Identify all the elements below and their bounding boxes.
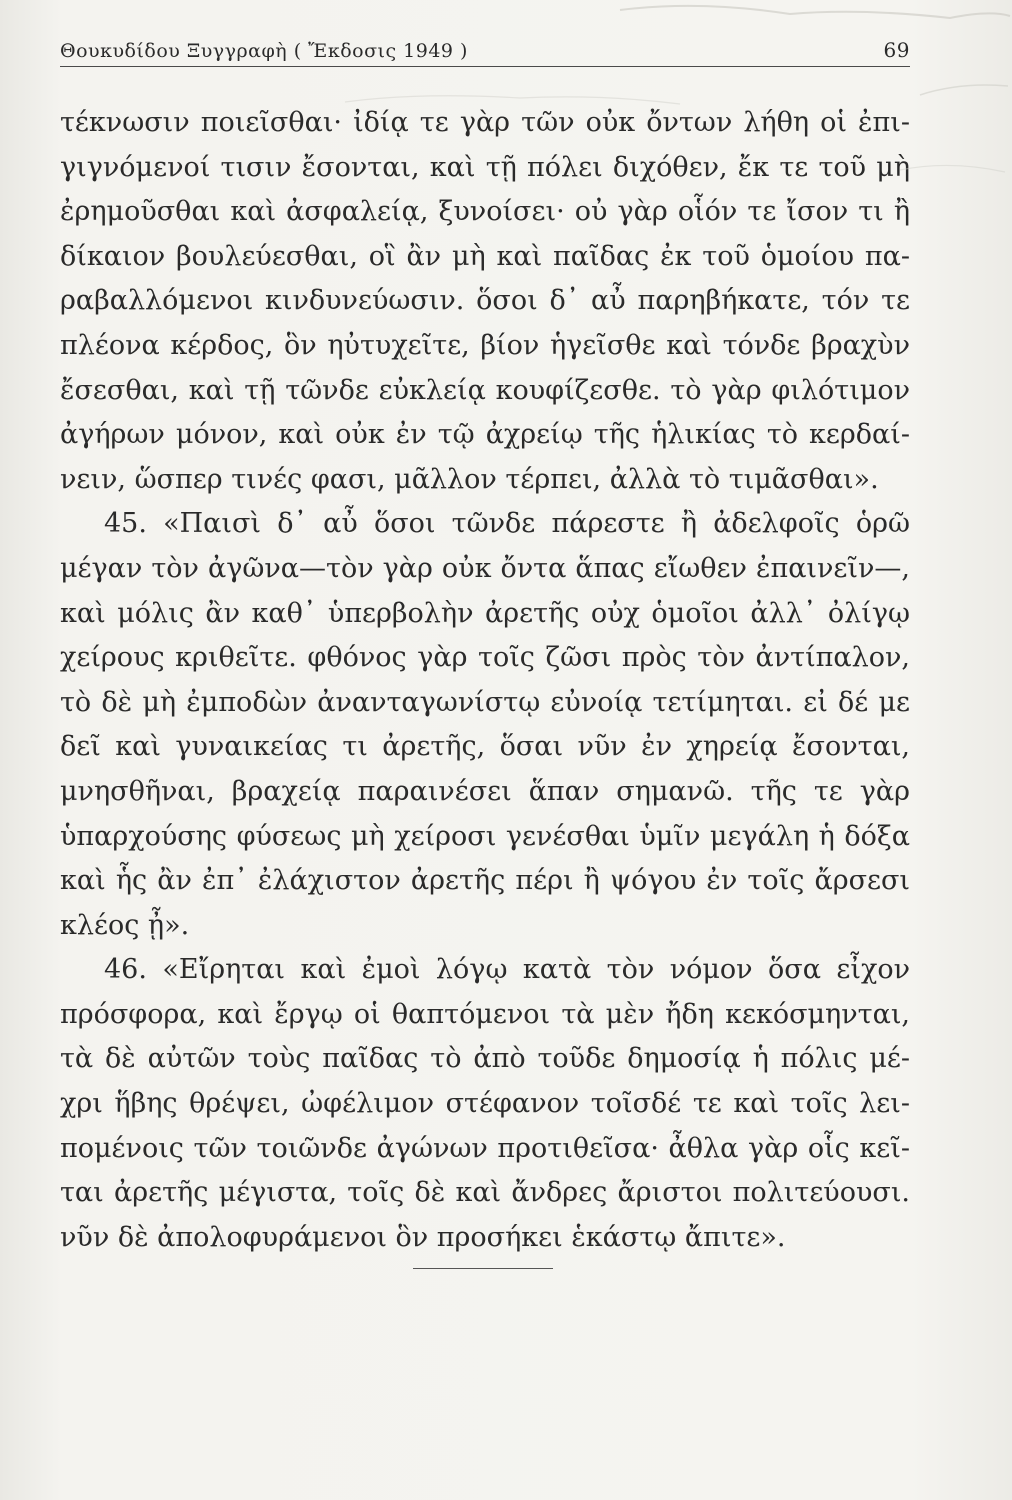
text-line: τὰ δὲ αὐτῶν τοὺς παῖδας τὸ ἀπὸ τοῦδε δημοσίᾳ ἡ πόλις μέ- [60, 1043, 910, 1075]
text-line: νειν, ὥσπερ τινές φασι, μᾶλλον τέρπει, ἀλλὰ τὸ τιμᾶσθαι». [60, 463, 879, 495]
text-line: τὸ δὲ μὴ ἐμποδὼν ἀνανταγωνίστῳ εὐνοίᾳ τετίμηται. εἰ δέ με [60, 686, 910, 718]
text-line: γιγνόμενοί τισιν ἔσονται, καὶ τῇ πόλει διχόθεν, ἔκ τε τοῦ μὴ [60, 151, 910, 183]
page-number: 69 [883, 38, 910, 62]
text-line: τέκνωσιν ποιεῖσθαι· ἰδίᾳ τε γὰρ τῶν οὐκ ὄντων λήθη οἱ ἐπι- [60, 107, 910, 138]
text-line: καὶ μόλις ἂν καθ᾽ ὑπερβολὴν ἀρετῆς οὐχ ὁμοῖοι ἀλλ᾽ ὀλίγῳ [60, 597, 910, 629]
body-text [60, 101, 910, 1260]
text-line: μέγαν τὸν ἀγῶνα—τὸν γὰρ οὐκ ὄντα ἅπας εἴωθεν ἐπαινεῖν—, [60, 552, 910, 584]
running-head-title: Θουκυδίδου Ξυγγραφὴ ( Ἔκδοσις 1949 ) [60, 40, 468, 62]
text-line: ἔσεσθαι, καὶ τῇ τῶνδε εὐκλείᾳ κουφίζεσθε. τὸ γὰρ φιλότιμον [60, 374, 910, 406]
text-line: 45. «Παισὶ δ᾽ αὖ ὅσοι τῶνδε πάρεστε ἢ ἀδελφοῖς ὁρῶ [104, 508, 910, 540]
text-line: δεῖ καὶ γυναικείας τι ἀρετῆς, ὅσαι νῦν ἐν χηρείᾳ ἔσονται, [60, 731, 910, 763]
text-line: πλέονα κέρδος, ὃν ηὐτυχεῖτε, βίον ἡγεῖσθε καὶ τόνδε βραχὺν [60, 329, 910, 361]
text-line: πομένοις τῶν τοιῶνδε ἀγώνων προτιθεῖσα· ἆθλα γὰρ οἷς κεῖ- [60, 1132, 910, 1164]
text-line: χρι ἥβης θρέψει, ὠφέλιμον στέφανον τοῖσδέ τε καὶ τοῖς λει- [60, 1088, 910, 1120]
text-line: ὑπαρχούσης φύσεως μὴ χείροσι γενέσθαι ὑμῖν μεγάλη ἡ δόξα [60, 820, 910, 852]
text-line: κλέος ᾖ». [60, 909, 190, 941]
text-line: ἐρημοῦσθαι καὶ ἀσφαλείᾳ, ξυνοίσει· οὐ γὰρ οἷόν τε ἴσον τι ἢ [60, 196, 910, 228]
text-line: μνησθῆναι, βραχείᾳ παραινέσει ἅπαν σημανῶ. τῆς τε γὰρ [60, 775, 910, 807]
text-line: χείρους κριθεῖτε. φθόνος γὰρ τοῖς ζῶσι πρὸς τὸν ἀντίπαλον, [60, 642, 910, 674]
text-line: δίκαιον βουλεύεσθαι, οἳ ἂν μὴ καὶ παῖδας ἐκ τοῦ ὁμοίου πα- [60, 240, 910, 272]
text-line: ται ἀρετῆς μέγιστα, τοῖς δὲ καὶ ἄνδρες ἄριστοι πολιτεύουσι. [60, 1177, 910, 1209]
text-line: ραβαλλόμενοι κινδυνεύωσιν. ὅσοι δ᾽ αὖ παρηβήκατε, τόν τε [60, 285, 910, 317]
text-line: πρόσφορα, καὶ ἔργῳ οἱ θαπτόμενοι τὰ μὲν ἤδη κεκόσμηνται, [60, 998, 910, 1030]
running-head [60, 36, 910, 67]
text-line: καὶ ἧς ἂν ἐπ᾽ ἐλάχιστον ἀρετῆς πέρι ἢ ψόγου ἐν τοῖς ἄρσεσι [60, 865, 910, 897]
end-rule [413, 1268, 553, 1269]
text-line: νῦν δὲ ἀπολοφυράμενοι ὃν προσήκει ἑκάστῳ ἄπιτε». [60, 1221, 786, 1253]
text-line: 46. «Εἴρηται καὶ ἐμοὶ λόγῳ κατὰ τὸν νόμον ὅσα εἶχον [104, 954, 910, 986]
text-line: ἀγήρων μόνον, καὶ οὐκ ἐν τῷ ἀχρείῳ τῆς ἡλικίας τὸ κερδαί- [60, 419, 910, 451]
